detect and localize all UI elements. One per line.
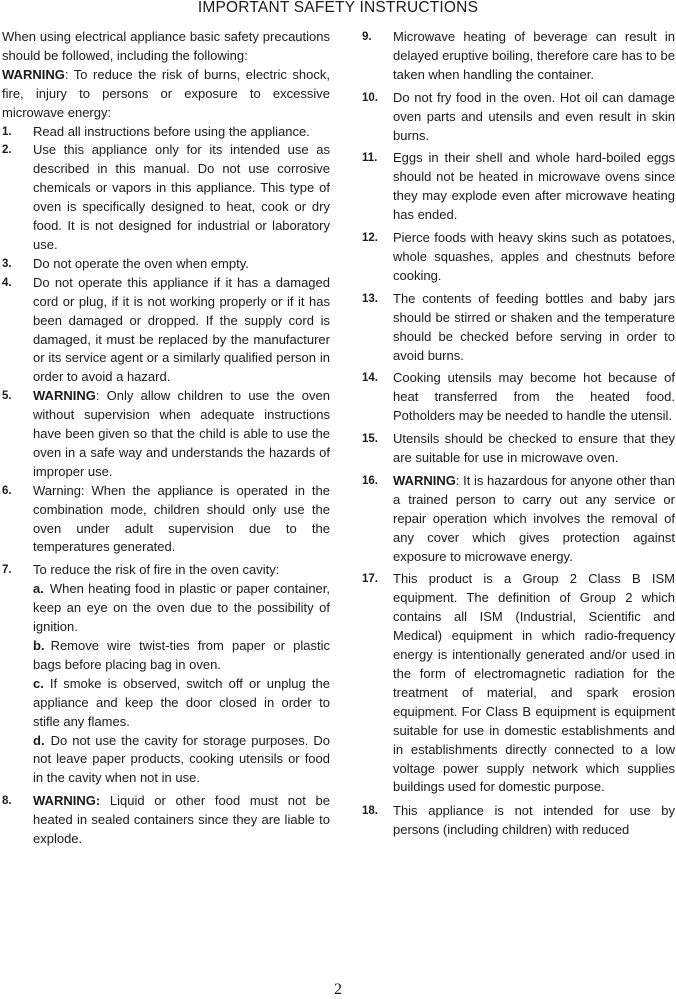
sub-item-label: a. bbox=[33, 581, 44, 597]
item-number: 12. bbox=[362, 232, 378, 245]
sub-item-c bbox=[33, 675, 330, 732]
item-text: Warning: When the appliance is operated in the combination mode, children should only use the oven under adult supervision due to the temperatures generated. bbox=[33, 482, 330, 555]
sub-item-b bbox=[33, 637, 330, 675]
item-number: 6. bbox=[2, 484, 12, 497]
item-number: 13. bbox=[362, 292, 378, 305]
instruction-item-14 bbox=[362, 369, 675, 426]
warning-label: WARNING bbox=[2, 66, 65, 82]
warning-intro bbox=[2, 66, 330, 123]
item-text: This appliance is not intended for use by persons (including children) with reduced bbox=[393, 803, 675, 838]
instruction-item-4 bbox=[2, 274, 330, 387]
instruction-item-16 bbox=[362, 472, 675, 567]
instruction-item-5 bbox=[2, 387, 330, 482]
instruction-item-6 bbox=[2, 482, 330, 558]
item-text: Utensils should be checked to ensure that they are suitable for use in microwave oven. bbox=[393, 431, 675, 466]
sub-item-text: Do not use the cavity for storage purposes. Do not leave paper products, cooking utensils or food in the cavity when not in use. bbox=[33, 732, 330, 786]
page-number: 2 bbox=[334, 981, 342, 998]
item-number: 9. bbox=[362, 31, 372, 43]
sub-item-a bbox=[33, 580, 330, 637]
item-text: : It is hazardous for anyone other than a trained person to carry out any service or repair operation which involves the removal of any cover which gives protection against exposure to microwave energy. bbox=[393, 472, 675, 564]
item-text: Eggs in their shell and whole hard-boiled eggs should not be heated in microwave ovens since they may explode even after microwave heating has ended. bbox=[393, 150, 675, 223]
item-number: 1. bbox=[2, 125, 12, 138]
instruction-item-12 bbox=[362, 229, 675, 286]
item-number: 17. bbox=[362, 573, 378, 586]
item-text: Use this appliance only for its intended use as described in this manual. Do not use corrosive chemicals or vapors in this appliance. This type of oven is specifically designed to heat, cook or dry food. It is not designed for industrial or laboratory use. bbox=[33, 142, 330, 252]
instruction-item-8 bbox=[2, 792, 330, 849]
item-text: Read all instructions before using the appliance. bbox=[33, 123, 310, 139]
item-number: 15. bbox=[362, 433, 378, 446]
left-column bbox=[2, 28, 330, 849]
item-number: 8. bbox=[2, 795, 12, 808]
item-text: Cooking utensils may become hot because of heat transferred from the heated food. Potholders may be needed to handle the utensil. bbox=[393, 370, 675, 424]
item-number: 16. bbox=[362, 474, 378, 487]
item-text: Liquid or other food must not be heated in sealed containers since they are liable to explode. bbox=[33, 793, 330, 847]
page-title: IMPORTANT SAFETY INSTRUCTIONS bbox=[197, 0, 479, 16]
instruction-item-10 bbox=[362, 89, 675, 146]
item-number: 14. bbox=[362, 372, 378, 385]
item-number: 18. bbox=[362, 805, 378, 818]
instruction-item-15 bbox=[362, 430, 675, 468]
item-number: 10. bbox=[362, 91, 378, 104]
item-number: 2. bbox=[2, 144, 12, 157]
instruction-item-18 bbox=[362, 802, 675, 840]
instruction-item-3 bbox=[2, 255, 330, 274]
warning-intro-text: : To reduce the risk of burns, electric shock, fire, injury to persons or exposure to excessive microwave energy: bbox=[2, 66, 330, 120]
warning-label: WARNING: bbox=[33, 793, 101, 809]
item-text: To reduce the risk of fire in the oven cavity: bbox=[33, 562, 280, 578]
item-text: Microwave heating of beverage can result in delayed eruptive boiling, therefore care has to be taken when handling the container. bbox=[393, 29, 675, 82]
instruction-item-1 bbox=[2, 123, 330, 142]
sub-item-label: b. bbox=[33, 638, 45, 653]
instruction-item-17 bbox=[362, 570, 675, 797]
item-text: : Only allow children to use the oven without supervision when adequate instructions have been given so that the child is able to use the oven in a safe way and understands the hazards of improper use. bbox=[33, 388, 330, 479]
item-text: Do not fry food in the oven. Hot oil can damage oven parts and utensils and even result in skin burns. bbox=[393, 89, 675, 143]
sub-item-text: Remove wire twist-ties from paper or plastic bags before placing bag in oven. bbox=[33, 638, 330, 672]
item-number: 4. bbox=[2, 276, 12, 289]
intro-paragraph: When using electrical appliance basic safety precautions should be followed, including the following: bbox=[2, 29, 330, 63]
instruction-item-13 bbox=[362, 290, 675, 366]
sub-item-d bbox=[33, 732, 330, 789]
item-text: The contents of feeding bottles and baby jars should be stirred or shaken and the temperature should be checked before serving in order to avoid burns. bbox=[393, 290, 675, 363]
sub-item-label: c. bbox=[33, 675, 44, 691]
instruction-item-9 bbox=[362, 28, 675, 85]
item-number: 3. bbox=[2, 257, 12, 270]
instruction-item-11 bbox=[362, 149, 675, 225]
warning-label: WARNING bbox=[393, 472, 456, 488]
item-number: 11. bbox=[362, 152, 378, 165]
item-text: Do not operate this appliance if it has a damaged cord or plug, if it is not working properly or if it has been damaged or dropped. If the supply cord is damaged, it must be replaced by the manufacturer or its service agent or a similarly qualified person in order to avoid a hazard. bbox=[33, 274, 330, 385]
item-number: 5. bbox=[2, 390, 12, 403]
warning-label: WARNING bbox=[33, 388, 96, 404]
instruction-item-7 bbox=[2, 561, 330, 788]
item-text: This product is a Group 2 Class B ISM equipment. The definition of Group 2 which contains all ISM (Industrial, Scientific and Medical) equipment in which radio-frequency energy is intentionally generated and/or used in the form of electromagnetic radiation for the treatment of material, and spark erosion equipment. For Class B equipment is equipment suitable for use in domestic establishments and in establishments directly connected to a low voltage power supply network which supplies buildings used for domestic purpose. bbox=[393, 571, 675, 795]
item-text: Do not operate the oven when empty. bbox=[33, 255, 249, 271]
sub-item-text: If smoke is observed, switch off or unplug the appliance and keep the door closed in order to stifle any flames. bbox=[33, 675, 330, 729]
item-number: 7. bbox=[2, 564, 12, 577]
instruction-item-2 bbox=[2, 141, 330, 254]
sub-item-label: d. bbox=[33, 732, 45, 748]
right-column bbox=[362, 28, 675, 840]
item-text: Pierce foods with heavy skins such as potatoes, whole squashes, apples and chestnuts before cooking. bbox=[393, 230, 675, 283]
sub-item-text: When heating food in plastic or paper container, keep an eye on the oven due to the possibility of ignition. bbox=[33, 581, 330, 635]
